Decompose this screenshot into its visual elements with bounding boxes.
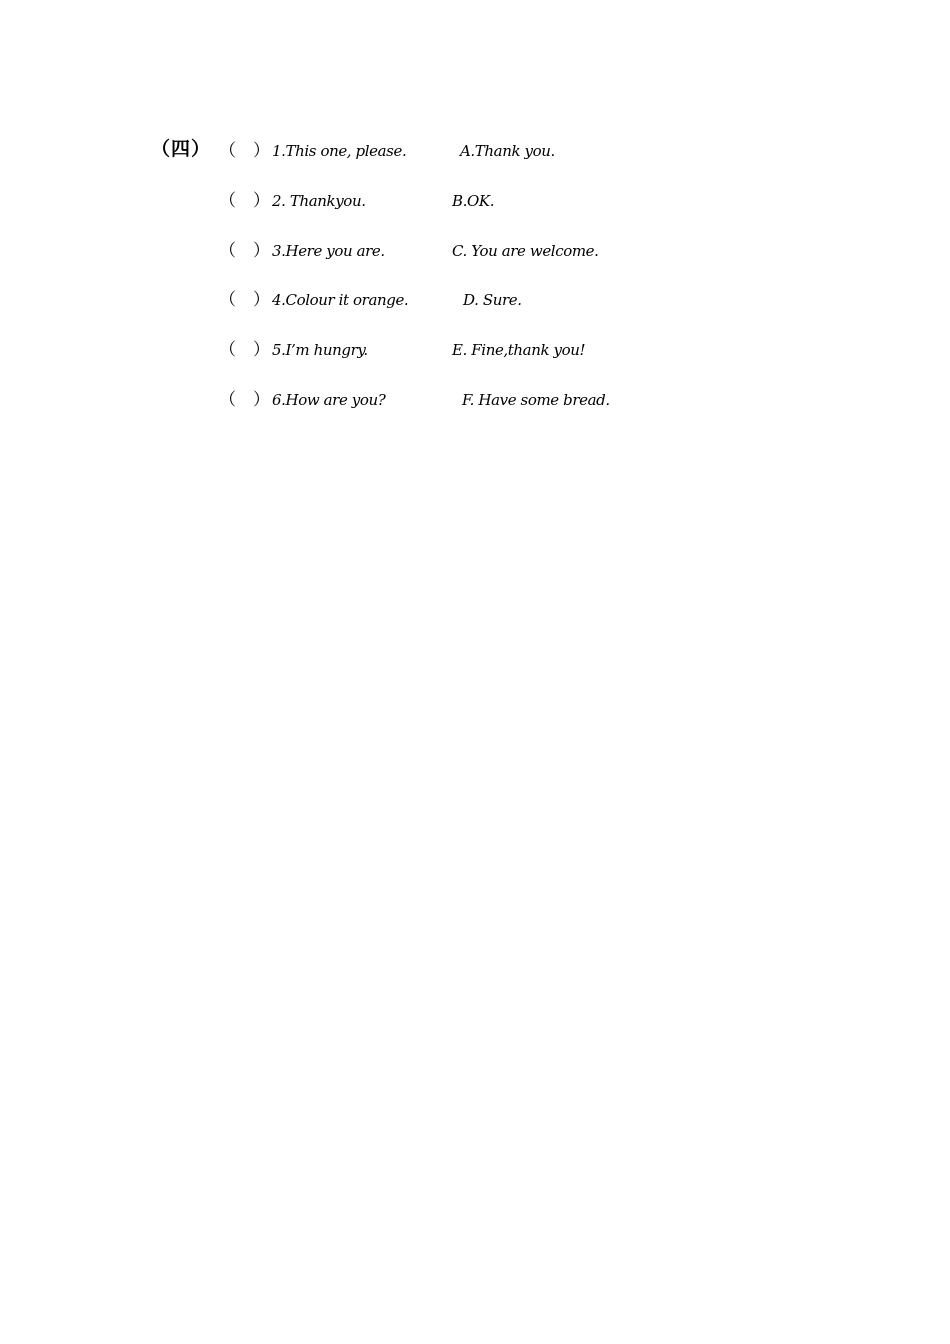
answer-option-text: C. You are welcome. [452, 242, 599, 260]
answer-blank[interactable] [231, 142, 251, 160]
answer-bracket-close: ） [253, 340, 270, 360]
answer-bracket-close: ） [253, 241, 270, 261]
answer-bracket-open: （ [219, 241, 236, 261]
question-text: 3.Here you are. [272, 242, 385, 260]
question-text: 5.I’m hungry. [272, 341, 368, 359]
answer-option-text: D. Sure. [463, 291, 522, 309]
answer-bracket-open: （ [219, 290, 236, 310]
answer-blank[interactable] [231, 291, 251, 309]
question-text: 4.Colour it orange. [272, 291, 409, 309]
answer-bracket-close: ） [253, 191, 270, 211]
answer-option-text: F. Have some bread. [462, 391, 610, 409]
answer-option-text: E. Fine,thank you! [452, 341, 586, 359]
answer-bracket-open: （ [219, 390, 236, 410]
matching-item-1 [0, 136, 950, 166]
matching-item-2 [0, 186, 950, 216]
answer-option-text: B.OK. [452, 192, 495, 210]
answer-bracket-open: （ [219, 191, 236, 211]
matching-item-4 [0, 285, 950, 315]
answer-bracket-close: ） [253, 390, 270, 410]
answer-blank[interactable] [231, 341, 251, 359]
section-number-label: （四） [151, 138, 212, 160]
answer-blank[interactable] [231, 242, 251, 260]
answer-bracket-open: （ [219, 340, 236, 360]
answer-option-text: A.Thank you. [460, 142, 555, 160]
matching-item-6 [0, 385, 950, 415]
answer-blank[interactable] [231, 192, 251, 210]
answer-blank[interactable] [231, 391, 251, 409]
answer-bracket-open: （ [219, 141, 236, 161]
question-text: 6.How are you? [272, 391, 386, 409]
answer-bracket-close: ） [253, 290, 270, 310]
question-text: 1.This one, please. [272, 142, 407, 160]
answer-bracket-close: ） [253, 141, 270, 161]
matching-item-3 [0, 236, 950, 266]
question-text: 2. Thankyou. [272, 192, 366, 210]
matching-item-5 [0, 335, 950, 365]
